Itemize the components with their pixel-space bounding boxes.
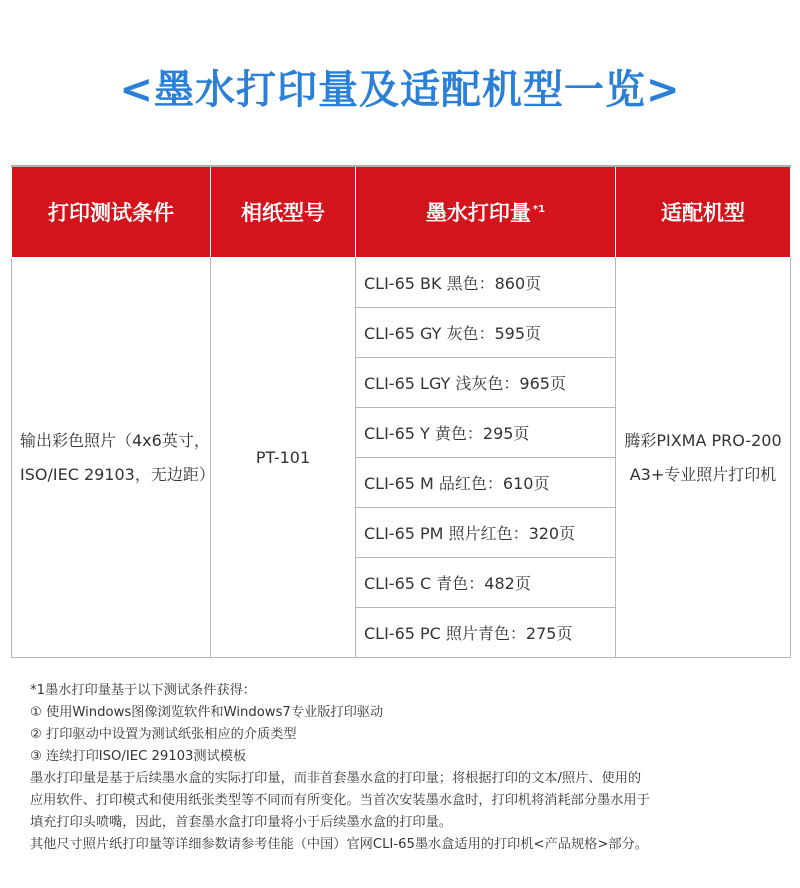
header-ink-yield-label: 墨水打印量	[425, 201, 531, 225]
ink-yield-c: CLI-65 C 青色：482页	[356, 558, 616, 608]
ink-yield-pc: CLI-65 PC 照片青色：275页	[356, 608, 616, 658]
header-paper: 相纸型号	[211, 166, 356, 258]
table-header-row	[12, 166, 791, 258]
ink-yield-m: CLI-65 M 品红色：610页	[356, 458, 616, 508]
footnote-paragraph-line-2: 应用软件、打印模式和使用纸张类型等不同而有所变化。当首次安装墨水盒时，打印机将消耗部分墨水用于	[30, 793, 650, 808]
test-condition-cell	[12, 258, 215, 658]
footnote-footer: 其他尺寸照片纸打印量等详细参数请参考佳能（中国）官网CLI-65墨水盒适用的打印机<产品规格>部分。	[30, 837, 648, 852]
footnote-paragraph-line-3: 填充打印头喷嘴，因此，首套墨水盒打印量将小于后续墨水盒的打印量。	[30, 815, 452, 830]
ink-yield-bk: CLI-65 BK 黑色：860页	[356, 258, 616, 308]
ink-yield-pm: CLI-65 PM 照片红色：320页	[356, 508, 616, 558]
ink-yield-y: CLI-65 Y 黄色：295页	[356, 408, 616, 458]
condition-line-2: ISO/IEC 29103，无边距）	[20, 464, 215, 484]
footnote-item-2: ② 打印驱动中设置为测试纸张相应的介质类型	[30, 727, 297, 742]
printer-model-cell	[616, 258, 791, 658]
header-printer: 适配机型	[616, 166, 791, 258]
footnote-item-3: ③ 连续打印ISO/IEC 29103测试模板	[30, 749, 247, 764]
footnotes	[30, 680, 790, 856]
table-row	[12, 258, 791, 308]
ink-yield-table	[11, 165, 791, 658]
printer-line-2: A3+专业照片打印机	[629, 464, 777, 484]
header-ink-yield	[356, 166, 616, 258]
paper-model-cell: PT-101	[211, 258, 356, 658]
footnote-heading: *1墨水打印量基于以下测试条件获得：	[30, 683, 256, 698]
footnote-mark: *1	[532, 204, 546, 215]
condition-line-1: 输出彩色照片（4x6英寸，	[20, 430, 210, 450]
ink-yield-lgy: CLI-65 LGY 浅灰色：965页	[356, 358, 616, 408]
header-condition: 打印测试条件	[12, 166, 211, 258]
ink-yield-gy: CLI-65 GY 灰色：595页	[356, 308, 616, 358]
page-title: <墨水打印量及适配机型一览>	[119, 67, 681, 113]
footnote-paragraph-line-1: 墨水打印量是基于后续墨水盒的实际打印量，而非首套墨水盒的打印量；将根据打印的文本/照片、使用的	[30, 771, 642, 786]
footnote-item-1: ① 使用Windows图像浏览软件和Windows7专业版打印驱动	[30, 705, 384, 720]
printer-line-1: 腾彩PIXMA PRO-200	[624, 430, 782, 450]
